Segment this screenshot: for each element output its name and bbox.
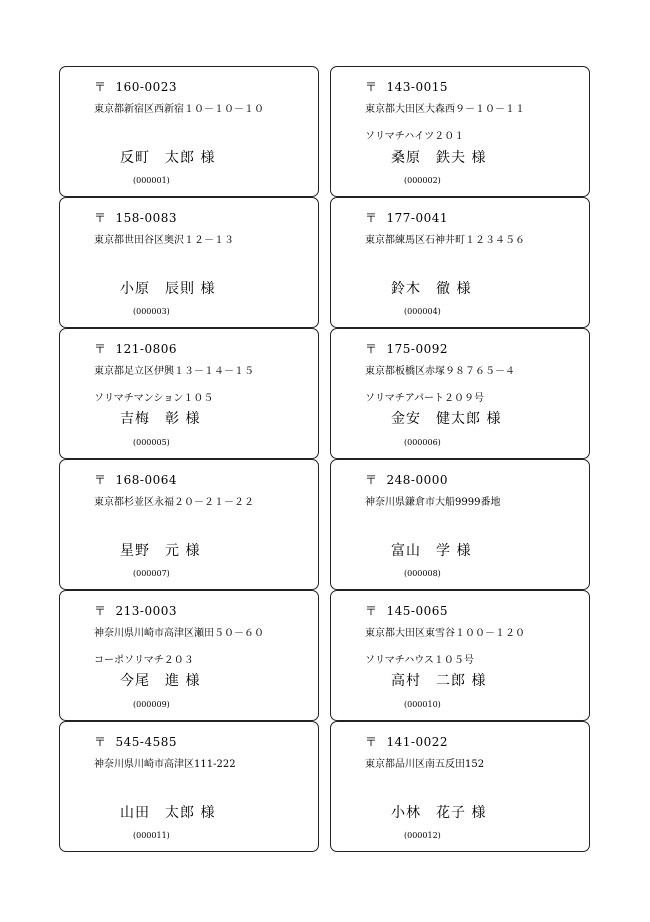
- address-line-2: ソリマチアパート２０９号: [365, 393, 484, 404]
- postal-mark-icon: 〒: [94, 342, 107, 356]
- address-label: [330, 328, 590, 459]
- recipient-name: 今尾 進 様: [120, 673, 201, 689]
- postal-number: 145-0065: [386, 604, 449, 618]
- address-label: [330, 197, 590, 328]
- customer-code: (000007): [133, 569, 170, 578]
- address-label: [330, 590, 590, 721]
- address-line-1: 東京都大田区大森西９－１０－１１: [365, 104, 525, 115]
- postal-code: [365, 78, 448, 95]
- postal-number: 175-0092: [386, 342, 449, 356]
- postal-mark-icon: 〒: [365, 604, 378, 618]
- postal-number: 141-0022: [386, 735, 449, 749]
- recipient-name: 星野 元 様: [120, 543, 201, 559]
- address-line-1: 東京都練馬区石神井町１２３４５６: [365, 235, 525, 246]
- postal-number: 143-0015: [386, 80, 449, 94]
- postal-number: 160-0023: [115, 80, 178, 94]
- postal-number: 121-0806: [115, 342, 178, 356]
- postal-code: [94, 209, 177, 226]
- address-line-1: 東京都大田区東雪谷１００－１２０: [365, 628, 525, 639]
- customer-code: (000001): [133, 176, 170, 185]
- postal-code: [365, 733, 448, 750]
- recipient-name: 小林 花子 様: [391, 805, 487, 821]
- recipient-name: 山田 太郎 様: [120, 805, 216, 821]
- postal-code: [365, 471, 448, 488]
- address-label: [330, 721, 590, 852]
- postal-mark-icon: 〒: [94, 80, 107, 94]
- address-line-1: 神奈川県川崎市高津区111-222: [94, 759, 236, 770]
- address-label: [59, 197, 319, 328]
- address-label: [330, 66, 590, 197]
- postal-code: [94, 733, 177, 750]
- customer-code: (000012): [404, 831, 441, 840]
- postal-mark-icon: 〒: [365, 211, 378, 225]
- address-label: [59, 721, 319, 852]
- postal-number: 213-0003: [115, 604, 178, 618]
- recipient-name: 桑原 鉄夫 様: [391, 150, 487, 166]
- postal-code: [365, 340, 448, 357]
- address-line-1: 東京都新宿区西新宿１０－１０－１０: [94, 104, 264, 115]
- address-label: [59, 328, 319, 459]
- address-line-1: 東京都足立区伊興１３－１４－１５: [94, 366, 254, 377]
- recipient-name: 高村 二郎 様: [391, 673, 487, 689]
- customer-code: (000004): [404, 307, 441, 316]
- postal-mark-icon: 〒: [94, 473, 107, 487]
- customer-code: (000010): [404, 700, 441, 709]
- postal-mark-icon: 〒: [365, 735, 378, 749]
- postal-number: 158-0083: [115, 211, 178, 225]
- address-line-2: ソリマチハウス１０５号: [365, 655, 474, 666]
- recipient-name: 富山 学 様: [391, 543, 472, 559]
- label-sheet: [59, 66, 590, 852]
- customer-code: (000003): [133, 307, 170, 316]
- address-label: [59, 590, 319, 721]
- address-label: [330, 459, 590, 590]
- postal-mark-icon: 〒: [365, 473, 378, 487]
- postal-code: [94, 471, 177, 488]
- address-line-1: 東京都世田谷区奥沢１２－１３: [94, 235, 234, 246]
- postal-number: 168-0064: [115, 473, 178, 487]
- recipient-name: 吉梅 彰 様: [120, 411, 201, 427]
- customer-code: (000009): [133, 700, 170, 709]
- customer-code: (000002): [404, 176, 441, 185]
- address-line-1: 東京都板橋区赤塚９８７６５－４: [365, 366, 515, 377]
- customer-code: (000005): [133, 438, 170, 447]
- customer-code: (000008): [404, 569, 441, 578]
- customer-code: (000011): [133, 831, 170, 840]
- address-line-1: 東京都杉並区永福２０－２１－２２: [94, 497, 254, 508]
- address-line-1: 神奈川県鎌倉市大船9999番地: [365, 497, 501, 508]
- postal-mark-icon: 〒: [94, 735, 107, 749]
- postal-mark-icon: 〒: [365, 342, 378, 356]
- address-line-2: コーポソリマチ２０３: [94, 655, 194, 666]
- address-label: [59, 459, 319, 590]
- postal-mark-icon: 〒: [365, 80, 378, 94]
- postal-number: 545-4585: [115, 735, 178, 749]
- postal-code: [94, 78, 177, 95]
- address-line-2: ソリマチハイツ２０１: [365, 131, 465, 142]
- recipient-name: 鈴木 徹 様: [391, 281, 472, 297]
- postal-code: [365, 602, 448, 619]
- postal-mark-icon: 〒: [94, 604, 107, 618]
- customer-code: (000006): [404, 438, 441, 447]
- recipient-name: 小原 辰則 様: [120, 281, 216, 297]
- recipient-name: 金安 健太郎 様: [391, 411, 502, 427]
- postal-code: [94, 340, 177, 357]
- address-label: [59, 66, 319, 197]
- postal-number: 177-0041: [386, 211, 449, 225]
- postal-number: 248-0000: [386, 473, 449, 487]
- recipient-name: 反町 太郎 様: [120, 150, 216, 166]
- postal-code: [94, 602, 177, 619]
- postal-code: [365, 209, 448, 226]
- address-line-1: 東京都品川区南五反田152: [365, 759, 485, 770]
- address-line-2: ソリマチマンション１０５: [94, 393, 214, 404]
- address-line-1: 神奈川県川崎市高津区瀬田５０－６０: [94, 628, 264, 639]
- postal-mark-icon: 〒: [94, 211, 107, 225]
